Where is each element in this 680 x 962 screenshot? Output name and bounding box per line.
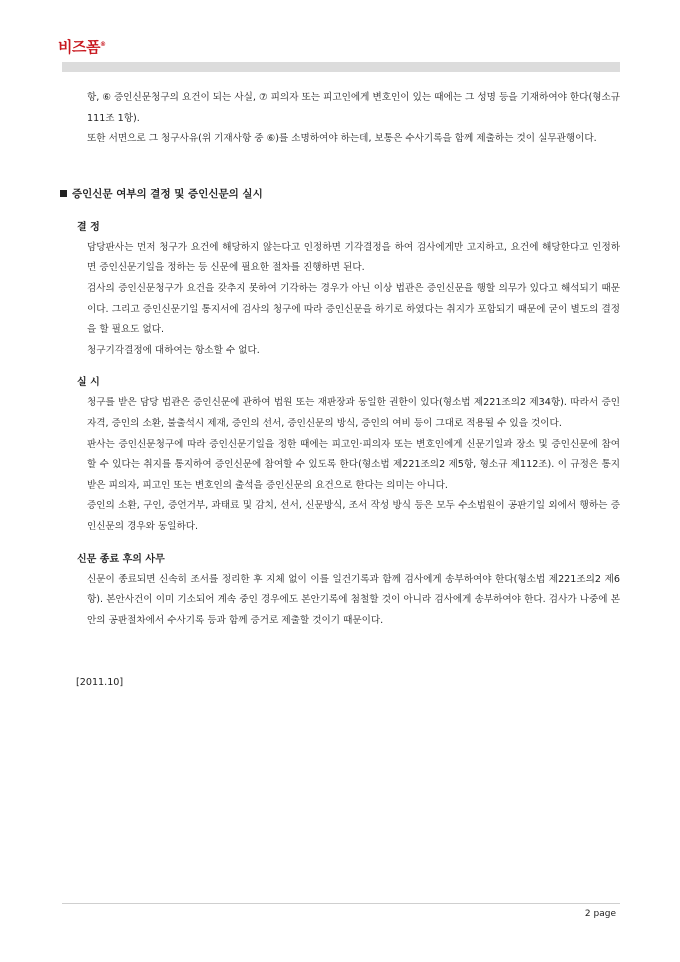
subsection-heading-after-examination: 신문 종료 후의 사무 (77, 553, 165, 565)
body-paragraph: 신문이 종료되면 신속히 조서를 정리한 후 지체 없이 이를 일건기록과 함께 검사에게 송부하여야 한다(형소법 제221조의2 제6항). 본안사건이 이미 기소되어 계속 중인 경우에도 본안기록에 첨철할 것이 아니라 검사에게 송부하여야 한다. 검사가 나중에 본안의 공판절차에서 수사기록 등과 함께 증거로 제출할 것이기 때문이다. (87, 573, 620, 626)
body-paragraph: 청구를 받은 담당 법관은 증인신문에 관하여 법원 또는 재판장과 동일한 권한이 있다(형소법 제221조의2 제34항). 따라서 증인자격, 증인의 소환, 불출석시 제재, 증인의 선서, 증인신문의 방식, 증인의 여비 등이 그대로 적용될 수 있을 것이다. (87, 397, 620, 429)
section-title: 증인신문 여부의 결정 및 증인신문의 실시 (72, 187, 263, 200)
intro-paragraph: 항, ⑥ 증인신문청구의 요건이 되는 사실, ⑦ 피의자 또는 피고인에게 변호인이 있는 때에는 그 성명 등을 기재하여야 한다(형소규 111조 1항). (87, 92, 620, 124)
section-heading (60, 184, 620, 204)
intro-paragraph: 또한 서면으로 그 청구사유(위 기재사항 중 ⑥)를 소명하여야 하는데, 보통은 수사기록을 함께 제출하는 것이 실무관행이다. (87, 133, 597, 145)
square-bullet-icon (60, 190, 67, 197)
header-bar (62, 62, 620, 72)
body-paragraph: 청구기각결정에 대하여는 항소할 수 없다. (87, 344, 260, 356)
page-number: 2 page (584, 909, 616, 919)
body-paragraph: 담당판사는 먼저 청구가 요건에 해당하지 않는다고 인정하면 기각결정을 하여 검사에게만 고지하고, 요건에 해당한다고 인정하면 증인신문기일을 정하는 등 신문에 필요한 절차를 진행하면 된다. (87, 241, 620, 274)
document-date: [2011.10] (76, 677, 124, 689)
bizforms-logo (58, 36, 105, 57)
subsection-heading-decision: 결 정 (77, 221, 100, 233)
body-paragraph: 판사는 증인신문청구에 따라 증인신문기일을 정한 때에는 피고인·피의자 또는 변호인에게 신문기일과 장소 및 증인신문에 참여할 수 있다는 취지를 통지하여 증인신문에 참여할 수 있도록 한다(형소법 제221조의2 제5항, 형소규 제112조). 이 규정은 통지받은 피의자, 피고인 또는 변호인의 출석을 증인신문의 요건으로 한다는 의미는 아니다. (87, 438, 620, 491)
registered-mark: ® (99, 41, 106, 48)
footer-divider (62, 903, 620, 904)
subsection-heading-execution: 실 시 (77, 377, 100, 389)
logo-text: 비즈폼 (58, 38, 100, 56)
body-paragraph: 증인의 소환, 구인, 증언거부, 과태료 및 감치, 선서, 신문방식, 조서 작성 방식 등은 모두 수소법원이 공판기일 외에서 행하는 증인신문의 경우와 동일하다. (87, 500, 620, 532)
document-body (60, 88, 620, 688)
body-paragraph: 검사의 증인신문청구가 요건을 갖추지 못하여 기각하는 경우가 아닌 이상 법관은 증인신문을 행할 의무가 있다고 해석되기 때문이다. 그리고 증인신문기일 통지서에 검사의 청구에 따라 증인신문을 하기로 하였다는 취지가 포함되기 때문에 굳이 별도의 결정을 할 필요도 없다. (87, 282, 620, 336)
